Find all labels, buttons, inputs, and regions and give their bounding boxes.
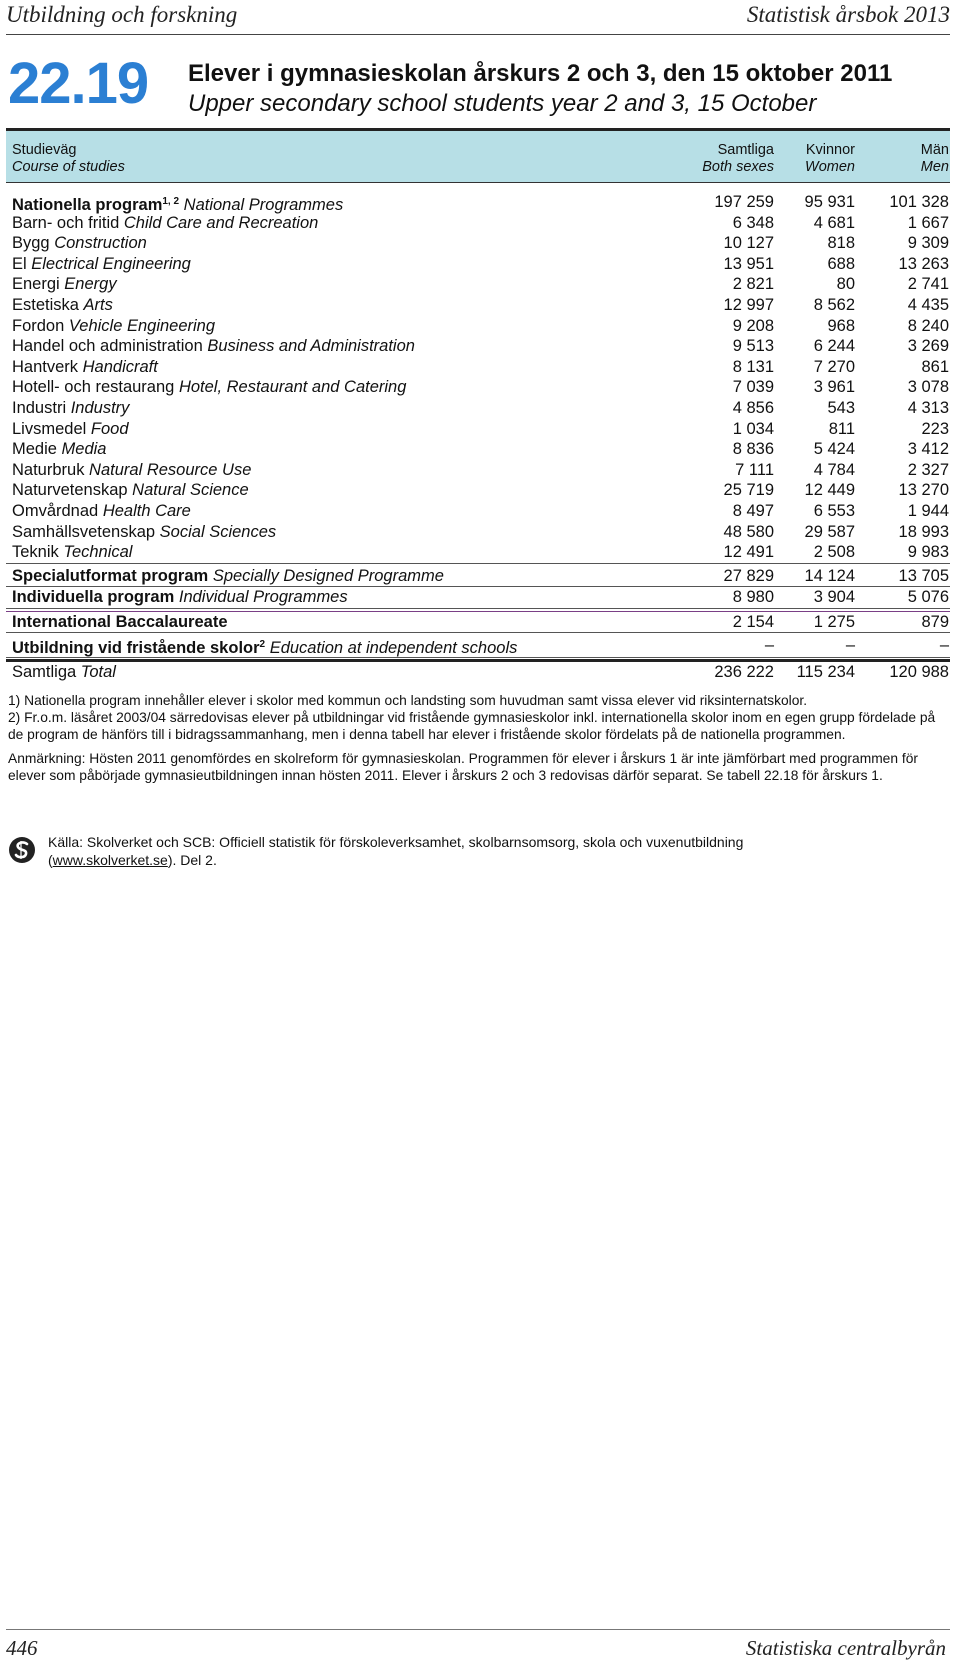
cell-men: 3 412 [907,440,949,459]
row-label [12,254,191,275]
cell-both: 48 580 [723,522,774,541]
row-label-en: Individual Programmes [178,588,348,607]
source-tail: ). Del 2. [167,851,217,868]
row-label-sv: International Baccalaureate [12,612,228,631]
cell-men: 13 270 [898,481,949,500]
running-header-section: Utbildning och forskning [6,2,238,27]
row-label-en: Health Care [102,501,191,520]
table-row [6,316,950,337]
table-row [6,233,950,254]
row-label-en: Natural Resource Use [89,460,252,479]
table-body [6,192,950,683]
row-label [12,612,228,633]
row-label [12,566,444,587]
source-body: Källa: Skolverket och SCB: Officiell statistik för förskoleverksamhet, skolbarnsomsorg, skola och vuxenutbildning [48,834,744,850]
column-header-men-en: Men [920,159,949,175]
cell-women: 12 449 [804,481,855,500]
source-text [48,834,898,869]
column-header-both-sv: Samtliga [717,142,774,158]
table-row [6,522,950,543]
column-header-women [805,142,855,176]
cell-men: 223 [921,419,949,438]
cell-women: 8 562 [813,295,855,314]
column-header-course [12,142,125,176]
row-label-en: Specially Designed Programme [212,566,444,585]
table-row [6,213,950,234]
cell-both: 12 491 [723,543,774,562]
row-label-en: Hotel, Restaurant and Catering [178,378,407,397]
row-label [12,522,276,543]
row-label [12,480,249,501]
row-label [12,336,415,357]
footnote-2: 2) Fr.o.m. läsåret 2003/04 särredovisas elever på utbildningar vid fristående gymnasieskolor inkl. internationella skolor inom en egen grupp fördelade på de program de hänförs till i bidragssammanhang, men i denna tabell har elever i fristående skolor fördelats på de nationella programmen. [8,710,936,743]
row-label-en: Natural Science [132,481,249,500]
row-label-sv: Medie [12,440,57,459]
cell-both: 236 222 [714,662,774,681]
cell-women: 1 275 [813,612,855,631]
table-title-english: Upper secondary school students year 2 and 3, 15 October [188,90,817,117]
row-label-sv: Specialutformat program [12,566,209,585]
remark: Anmärkning: Hösten 2011 genomfördes en skolreform för gymnasieskolan. Programmen för elever i årskurs 1 är inte jämförbart med programmen för elever som påbörjade gymnasieutbildningen innan hösten 2011. Elever i årskurs 2 och 3 redovisas därför separat. Se tabell 22.18 för årskurs 1. [8,750,918,783]
table-row [6,501,950,522]
cell-both: 9 513 [732,337,774,356]
running-header-book: Statistisk årsbok 2013 [746,2,950,27]
cell-both: 6 348 [732,213,774,232]
cell-men: 2 327 [907,460,949,479]
cell-women: 818 [827,234,855,253]
table-row [6,192,950,213]
cell-women: 115 234 [796,662,855,681]
row-label-en: Child Care and Recreation [123,213,319,232]
table-row [6,480,950,501]
cell-both: 2 154 [732,612,774,631]
row-label [12,377,406,398]
table-row [6,377,950,398]
table-number: 22.19 [8,51,149,116]
cell-men: 3 078 [907,378,949,397]
row-label-sv: Utbildning vid fristående skolor [12,639,260,658]
cell-women: 3 904 [813,588,855,607]
row-label-sv: Individuella program [12,588,175,607]
row-label-sv: Handel och administration [12,337,203,356]
cell-men: 120 988 [889,662,949,681]
cell-both: 25 719 [723,481,774,500]
publisher-name: Statistiska centralbyrån [745,1636,946,1660]
column-header-women-en: Women [805,159,855,175]
cell-women: 811 [828,419,855,438]
row-label-en: Business and Administration [207,337,415,356]
cell-men: 9 983 [907,543,949,562]
row-label [12,419,129,440]
table-row [6,611,950,634]
cell-both: 10 127 [723,234,774,253]
cell-men: 4 435 [907,295,949,314]
cell-men: 8 240 [907,316,949,335]
row-label [12,274,117,295]
row-label [12,357,158,378]
row-label-en: Arts [83,295,113,314]
cell-both: 9 208 [732,316,774,335]
row-label [12,233,147,254]
row-label-sv: Nationella program [12,196,163,214]
table-row [6,419,950,440]
row-label-en: Electrical Engineering [31,254,191,273]
column-header-men-sv: Män [920,142,949,158]
table-column-header [6,131,950,183]
row-label-en: Energy [64,275,117,294]
column-header-both-en: Both sexes [702,159,774,175]
row-label [12,501,191,522]
column-header-course-sv: Studieväg [12,142,77,158]
row-label-en: Handicraft [82,357,158,376]
column-header-men [921,142,949,176]
cell-men: 18 993 [898,522,949,541]
column-header-women-sv: Kvinnor [805,142,855,158]
row-label-en: Construction [54,234,147,253]
row-label-sv: Barn- och fritid [12,213,120,232]
row-label-sv: Naturvetenskap [12,481,128,500]
table-row [6,635,950,658]
cell-women: 4 784 [813,460,855,479]
cell-men: 9 309 [907,234,949,253]
row-label-en: National Programmes [183,196,344,214]
cell-women: – [845,636,855,655]
row-label [12,316,215,337]
column-header-course-en: Course of studies [12,159,125,175]
row-label-sv: Industri [12,398,67,417]
row-label-sv: Estetiska [12,295,79,314]
table-row [6,439,950,460]
header-divider [6,34,950,35]
table-row [6,566,950,588]
row-label-sv: Hantverk [12,357,79,376]
table-row [6,254,950,275]
cell-men: 13 705 [898,566,949,585]
footer-divider [6,1629,950,1630]
column-header-both [702,142,774,176]
row-label-en: Education at independent schools [269,639,518,658]
footnote-marker: 1, 2 [162,196,180,207]
cell-women: 80 [836,275,855,294]
cell-women: 2 508 [813,543,855,562]
row-label [12,662,116,683]
cell-both: 12 997 [723,295,774,314]
table-row [6,357,950,378]
table-row [6,542,950,564]
page-number: 446 [6,1636,38,1660]
scb-logo-icon [8,836,36,864]
cell-both: 8 131 [732,357,774,376]
cell-men: 4 313 [907,398,949,417]
cell-men: 1 667 [907,213,949,232]
row-label-sv: Samhällsvetenskap [12,522,156,541]
cell-both: 7 111 [735,460,774,479]
source-paren: ( [48,851,53,868]
cell-men: 879 [921,612,949,631]
footnote-1: 1) Nationella program innehåller elever i skolor med kommun och landsting som huvudman samt vissa elever vid riksinternatskolor. [8,693,808,708]
table-row [6,336,950,357]
cell-men: 861 [921,357,949,376]
row-label [12,213,318,234]
cell-men: 3 269 [907,337,949,356]
cell-both: 13 951 [723,254,774,273]
row-label-sv: Naturbruk [12,460,85,479]
cell-women: 7 270 [813,357,855,376]
cell-both: 4 856 [732,398,774,417]
row-label-sv: Energi [12,275,60,294]
cell-men: 2 741 [907,275,949,294]
row-label [12,635,517,659]
row-label [12,542,132,563]
cell-men: – [939,636,949,655]
cell-women: 3 961 [813,378,855,397]
cell-both: 2 821 [732,275,774,294]
row-label-sv: Teknik [12,543,59,562]
cell-both: 7 039 [732,378,774,397]
cell-both: 8 836 [732,440,774,459]
table-row [6,274,950,295]
row-label-sv: Samtliga [12,662,77,681]
cell-women: 968 [827,316,855,335]
row-label-sv: Hotell- och restaurang [12,378,175,397]
table-row [6,460,950,481]
row-label [12,460,251,481]
table-row [6,295,950,316]
cell-men: 1 944 [907,501,949,520]
cell-women: 95 931 [804,193,855,211]
table-row [6,398,950,419]
cell-both: 197 259 [714,193,774,211]
cell-women: 688 [827,254,855,273]
cell-women: 14 124 [804,566,855,585]
cell-both: 8 980 [732,588,774,607]
cell-men: 101 328 [889,193,949,211]
row-label-en: Social Sciences [159,522,277,541]
cell-women: 5 424 [813,440,855,459]
row-label-en: Vehicle Engineering [68,316,216,335]
cell-women: 543 [827,398,855,417]
row-label-en: Media [61,440,107,459]
cell-women: 29 587 [804,522,855,541]
row-label-en: Total [80,662,116,681]
source-link[interactable]: www.skolverket.se [52,851,168,868]
row-label-en: Technical [63,543,133,562]
table-row [6,659,950,684]
row-label [12,398,129,419]
cell-both: 27 829 [723,566,774,585]
row-label [12,439,107,460]
cell-women: 4 681 [813,213,855,232]
cell-both: – [764,636,774,655]
table-title-swedish: Elever i gymnasieskolan årskurs 2 och 3, den 15 oktober 2011 [188,60,893,87]
cell-women: 6 553 [813,501,855,520]
row-label [12,587,348,608]
row-label-en: Food [90,419,129,438]
row-label-sv: Bygg [12,234,50,253]
row-label-sv: Livsmedel [12,419,87,438]
footnotes [8,692,946,784]
footnote-marker: 2 [259,639,266,651]
row-label-sv: Omvårdnad [12,501,99,520]
cell-women: 6 244 [813,337,855,356]
row-label-sv: Fordon [12,316,65,335]
row-label-en: Industry [70,398,130,417]
row-label-sv: El [12,254,27,273]
row-label [12,295,113,316]
cell-both: 1 034 [732,419,774,438]
cell-men: 5 076 [907,588,949,607]
cell-men: 13 263 [898,254,949,273]
cell-both: 8 497 [732,501,774,520]
table-row [6,587,950,609]
